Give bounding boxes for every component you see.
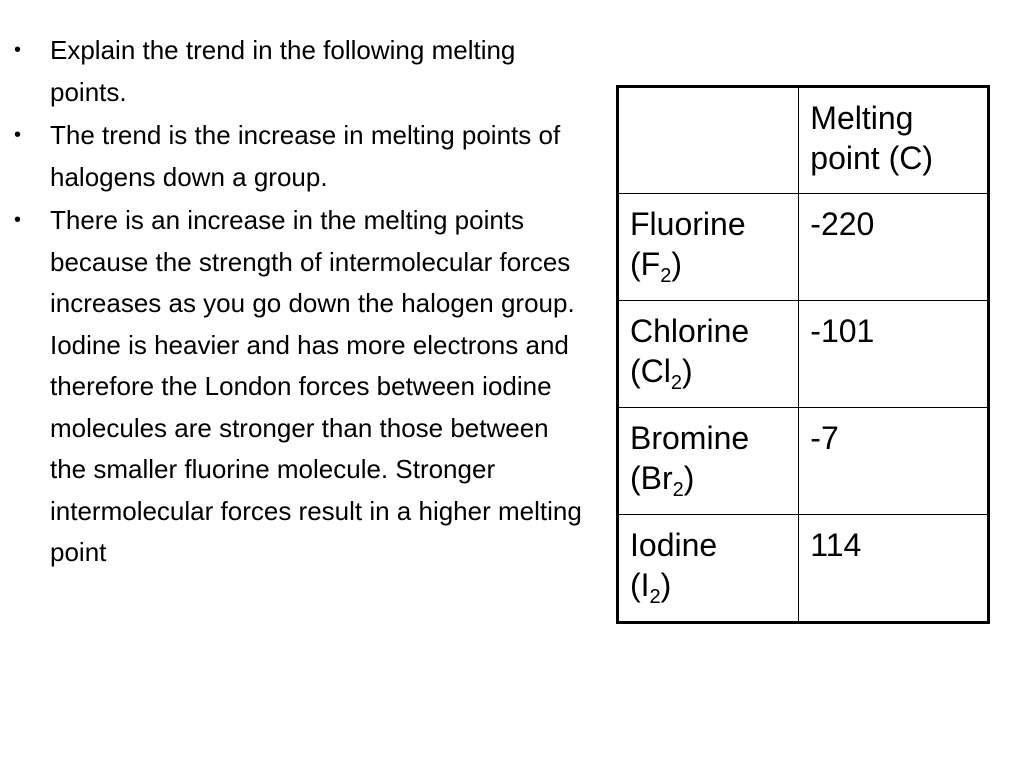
bullet-dot-icon: • (14, 209, 22, 231)
formula-open: (Br (630, 460, 673, 496)
element-cell (618, 515, 799, 623)
formula-close: ) (682, 353, 693, 389)
bullet-text: Explain the trend in the following melting points. (50, 35, 516, 107)
melting-point-cell: -101 (799, 301, 989, 408)
melting-point-cell: 114 (799, 515, 989, 623)
element-name: Fluorine (630, 206, 746, 242)
bullet-text: There is an increase in the melting points because the strength of intermolecular forces increases as you go down the halogen group. Iodine is heavier and has more electrons and therefore the London forces between iodine molecules are stronger than those between the smaller fluorine molecule. Stronger intermolecular forces result in a higher melting point (50, 205, 582, 567)
table-row (618, 301, 989, 408)
formula-subscript: 2 (660, 265, 672, 287)
melting-point-table (616, 85, 990, 624)
formula-close: ) (660, 567, 672, 603)
header-cell-melting-point: Melting point (C) (799, 87, 989, 194)
bullet-item (14, 30, 589, 113)
melting-point-cell: -7 (799, 408, 989, 515)
table-header-row (618, 87, 989, 194)
bullet-list (14, 30, 589, 576)
element-cell (618, 301, 799, 408)
formula-subscript: 2 (649, 586, 661, 608)
bullet-dot-icon: • (14, 39, 22, 61)
bullet-item (14, 200, 589, 574)
table-row (618, 194, 989, 301)
element-name: Chlorine (630, 313, 750, 349)
bullet-text: The trend is the increase in melting points of halogens down a group. (50, 120, 561, 192)
table-row (618, 408, 989, 515)
element-cell (618, 408, 799, 515)
formula-subscript: 2 (672, 479, 684, 501)
header-cell-empty (618, 87, 799, 194)
formula-open: (I (630, 567, 650, 603)
element-name: Bromine (630, 420, 750, 456)
bullet-item (14, 115, 589, 198)
element-name: Iodine (630, 527, 718, 563)
table-row (618, 515, 989, 623)
formula-open: (Cl (630, 353, 671, 389)
formula-subscript: 2 (670, 372, 682, 394)
melting-point-cell: -220 (799, 194, 989, 301)
element-cell (618, 194, 799, 301)
formula-close: ) (683, 460, 695, 496)
formula-open: (F (630, 246, 661, 282)
bullet-dot-icon: • (14, 124, 22, 146)
formula-close: ) (671, 246, 682, 282)
